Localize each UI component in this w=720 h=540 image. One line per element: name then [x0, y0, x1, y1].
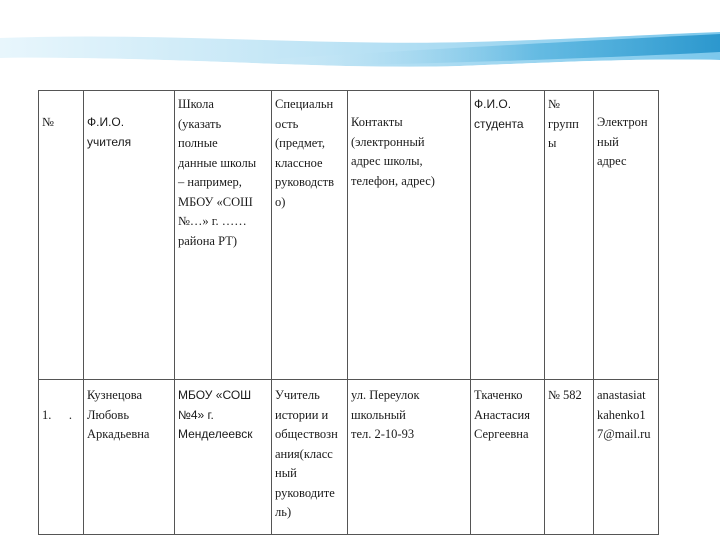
header-teacher-name: Ф.И.О. учителя	[84, 91, 175, 380]
table-header-row	[39, 91, 659, 380]
row-number-dot: .	[68, 407, 72, 422]
teacher-name-cell: Кузнецова Любовь Аркадьевна	[84, 380, 175, 535]
row-number: 1.	[42, 407, 52, 422]
row-number-cell	[39, 380, 84, 535]
email-cell: anastasiat kahenko1 7@mail.ru	[594, 380, 659, 535]
contacts-cell: ул. Переулок школьный тел. 2-10-93	[348, 380, 471, 535]
header-specialty: Специальн ость (предмет, классное руководств о)	[272, 91, 348, 380]
specialty-cell: Учитель истории и обществозн ания(класс ный руководите ль)	[272, 380, 348, 535]
header-group-number: № групп ы	[545, 91, 594, 380]
school-cell: МБОУ «СОШ №4» г. Менделеевск	[175, 380, 272, 535]
group-number-cell: № 582	[545, 380, 594, 535]
student-name-cell: Ткаченко Анастасия Сергеевна	[471, 380, 545, 535]
header-school: Школа (указать полные данные школы – например, МБОУ «СОШ №…» г. …… района РТ)	[175, 91, 272, 380]
decorative-wave-banner	[0, 0, 720, 100]
student-practice-table	[38, 90, 659, 535]
table-row	[39, 380, 659, 535]
header-student-name: Ф.И.О. студента	[471, 91, 545, 380]
header-email: Электрон ный адрес	[594, 91, 659, 380]
header-number: №	[39, 91, 84, 380]
header-contacts: Контакты (электронный адрес школы, телефон, адрес)	[348, 91, 471, 380]
